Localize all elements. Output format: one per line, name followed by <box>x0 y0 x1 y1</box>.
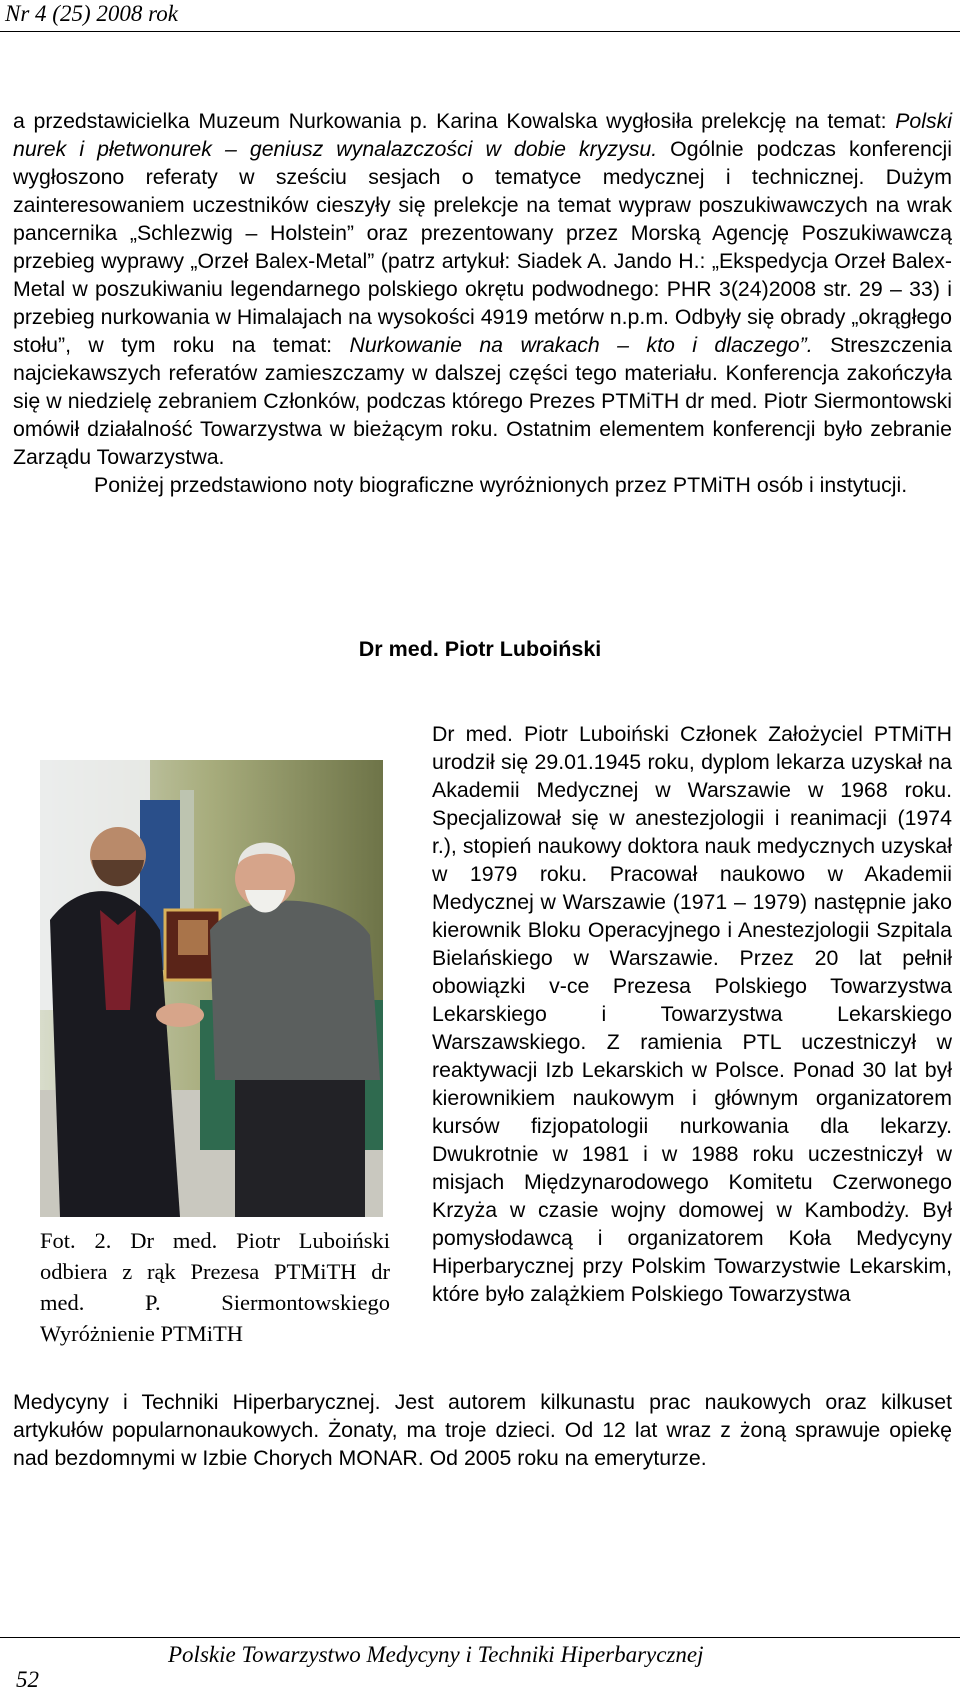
section-heading: Dr med. Piotr Luboiński <box>358 637 602 661</box>
page-number: 52 <box>16 1667 39 1692</box>
photo-caption: Fot. 2. Dr med. Piotr Luboiński odbiera z rąk Prezesa PTMiTH dr med. P. Siermontowskiego Wyróżnienie PTMiTH <box>40 1228 390 1346</box>
biography-column-text: Dr med. Piotr Luboiński Członek Założyciel PTMiTH urodził się 29.01.1945 roku, dyplom lekarza uzyskał na Akademii Medycznej w Warszawie w 1968 roku. Specjalizował się w anestezjologii i reanimacji (1974 r.), stopień naukowy doktora nauk medycznych uzyskał w 1979 roku. Pracował naukowo w Akademii Medycznej w Warszawie (1971 – 1979) następnie jako kierownik Bloku Operacyjnego i Anestezjologii Szpitala Bielańskiego w Warszawie. Przez 20 lat pełnił obowiązki v-ce Prezesa Polskiego Towarzystwa Lekarskiego i Towarzystwa Lekarskiego Warszawskiego. Z ramienia PTL uczestniczył w reaktywacji Izb Lekarskich w Polsce. Ponad 30 lat był kierownikiem naukowym i głównym organizatorem kursów fizjopatologii nurkowania dla lekarzy. Dwukrotnie w 1981 i w 1988 roku uczestniczył w misjach Międzynarodowego Komitetu Czerwonego Krzyża w czasie wojny domowej w Kambodży. Był pomysłodawcą i organizatorem Koła Medycyny Hiperbarycznej przy Polskim Towarzystwie Lekarskim, które było zalążkiem Polskiego Towarzystwa <box>432 722 952 1306</box>
running-header: Nr 4 (25) 2008 rok <box>5 1 178 26</box>
intro-text-1: a przedstawicielka Muzeum Nurkowania p. Karina Kowalska wygłosiła prelekcję na temat: <box>13 109 896 133</box>
intro-paragraph <box>13 107 952 471</box>
footer-journal-title: Polskie Towarzystwo Medycyny i Techniki Hiperbarycznej <box>168 1642 704 1667</box>
award-photo <box>40 760 383 1217</box>
footer-divider <box>0 1637 960 1638</box>
lecture-title: Polski nurek i płetwonurek – geniusz wynalazczości w dobie kryzysu. <box>13 109 952 161</box>
intro-text-2: Ogólnie podczas konferencji wygłoszono referaty w sześciu sesjach o tematyce medycznej i technicznej. Dużym zainteresowaniem uczestników cieszyły się prelekcje na temat wypraw poszukiwawczych na wrak pancernika „Schlezwig – Holstein” oraz prezentowany przez Morską Agencję Poszukiwawczą przebieg wyprawy „Orzeł Balex-Metal” (patrz artykuł: Siadek A. Jando H.: „Ekspedycja Orzeł Balex-Metal w poszukiwaniu legendarnego polskiego okrętu podwodnego: PHR 3(24)2008 str. 29 – 33) i przebieg nurkowania w Himalajach na wysokości 4919 metórw n.p.m. Odbyły się obrady „okrągłego stołu”, w tym roku na temat: <box>13 137 952 357</box>
intro-text-3: Streszczenia najciekawszych referatów zamieszczamy w dalszej części tego materiału. Konferencja zakończyła się w niedzielę zebraniem Członków, podczas którego Prezes PTMiTH dr med. Piotr Siermontowski omówił działalność Towarzystwa w bieżącym roku. Ostatnim elementem konferencji było zebranie Zarządu Towarzystwa. <box>13 333 952 469</box>
header-divider <box>0 31 960 32</box>
intro-paragraph-2: Poniżej przedstawiono noty biograficzne wyróżnionych przez PTMiTH osób i instytucji. <box>94 473 908 497</box>
biography-continuation: Medycyny i Techniki Hiperbarycznej. Jest autorem kilkunastu prac naukowych oraz kilkuset artykułów popularnonaukowych. Żonaty, ma troje dzieci. Od 12 lat wraz z żoną sprawuje opiekę nad bezdomnymi w Izbie Chorych MONAR. Od 2005 roku na emeryturze. <box>13 1390 952 1470</box>
intro-section <box>13 107 952 499</box>
round-table-topic: Nurkowanie na wrakach – kto i dlaczego”. <box>349 333 813 357</box>
